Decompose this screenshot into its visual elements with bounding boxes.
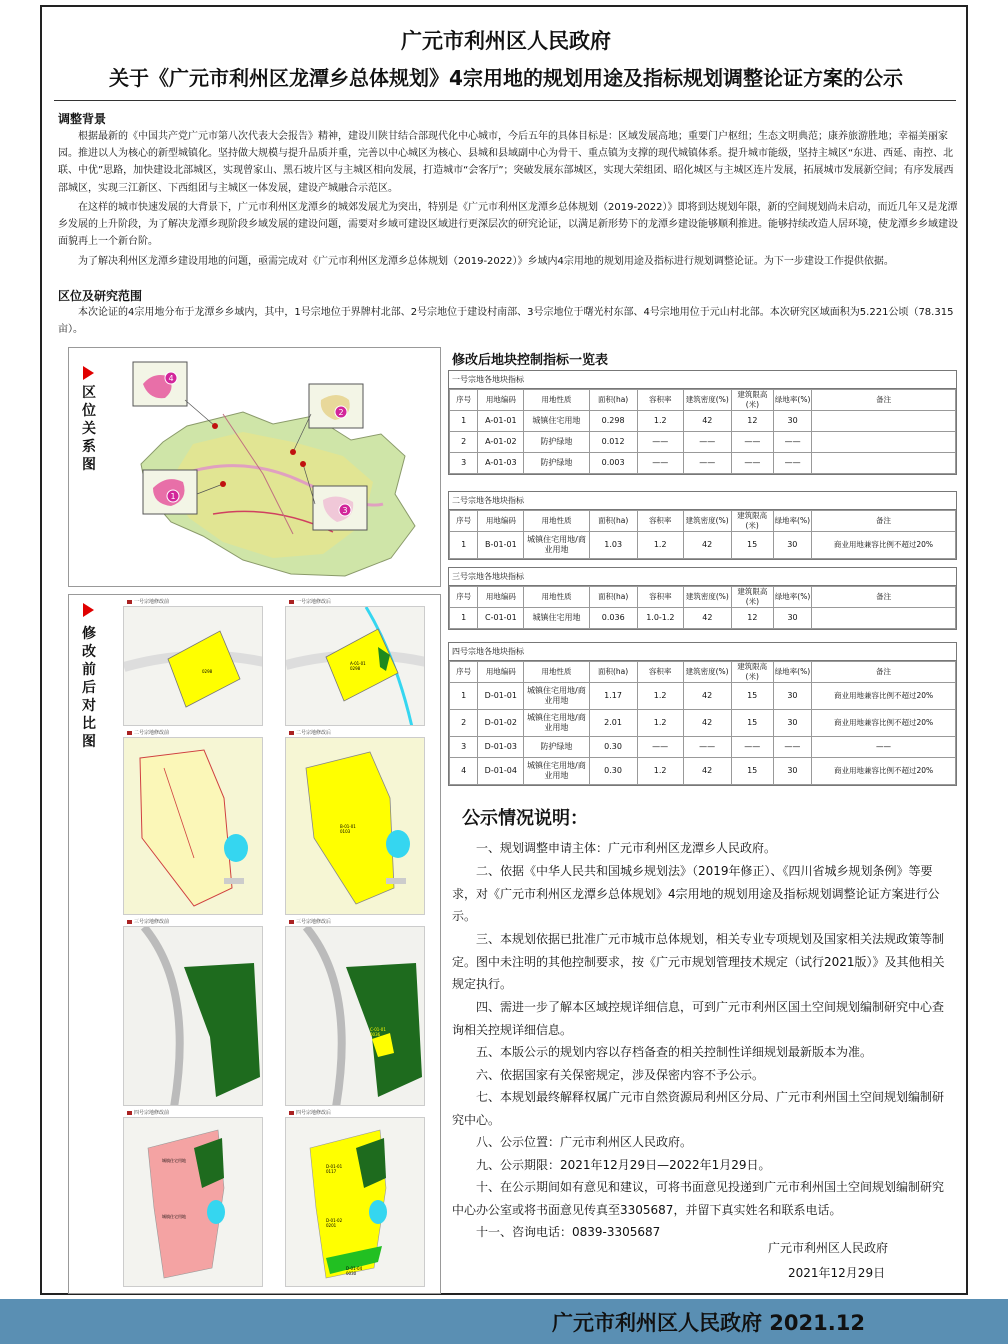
table-header-cell: 序号 [450,511,478,532]
table-cell: D-01-03 [478,737,524,758]
table-cell: 1.2 [637,532,683,559]
table-cell: 商业用地兼容比例不超过20% [812,683,956,710]
map-caption-4-before: 四号宗地修改前 [127,1109,169,1116]
notice-title: 公示情况说明： [462,808,588,829]
table-header-cell: 用地编码 [478,390,524,411]
table-header-cell: 用地编码 [478,662,524,683]
table-header-cell: 建筑限高(米) [731,511,773,532]
table-group-2 [448,491,957,560]
plot-marker-4 [165,372,177,384]
signature-org: 广元市利州区人民政府 [768,1241,889,1255]
svg-text:D-01-040030: D-01-04 0030 [346,1266,363,1276]
map-caption-4-after: 四号宗地修改后 [289,1109,331,1116]
svg-text:1: 1 [170,492,176,501]
table-cell: 15 [731,532,773,559]
table-header-cell: 面积(ha) [589,390,637,411]
indicator-table-1 [449,389,956,474]
table-cell: 30 [773,683,811,710]
notice-board [40,5,968,1295]
table-header-cell: 建筑限高(米) [731,662,773,683]
table-header-cell: 容积率 [637,511,683,532]
table-cell: 0.298 [589,411,637,432]
table-header-cell: 序号 [450,390,478,411]
table-header-cell: 面积(ha) [589,587,637,608]
map-caption-1-before: 一号宗地修改前 [127,598,169,605]
table-header-cell: 绿地率(%) [773,587,811,608]
title-divider [54,100,956,101]
table-header-cell: 容积率 [637,587,683,608]
table-group-1 [448,370,957,475]
table-header-row [450,587,956,608]
table-cell: 30 [773,411,811,432]
table-row [450,532,956,559]
location-map-label-char: 位 [82,403,96,419]
table-cell: —— [731,453,773,474]
table-row [450,737,956,758]
table-header-row [450,662,956,683]
table-group-4 [448,642,957,786]
table-group-name: 三号宗地各地块指标 [449,568,956,586]
footer-bar [0,1299,1008,1344]
table-cell: 1.0-1.2 [637,608,683,629]
table-cell: —— [637,737,683,758]
location-map-panel [68,347,441,587]
comparison-label [81,625,97,751]
comparison-panel [68,594,441,1294]
table-cell: 城镇住宅用地/商业用地 [524,758,589,785]
svg-text:C-01-010036: C-01-01 0036 [370,1027,386,1037]
table-cell: —— [773,453,811,474]
table-group-3 [448,567,957,630]
map-caption-2-before: 二号宗地修改前 [127,729,169,736]
table-cell: A-01-01 [478,411,524,432]
table-cell: C-01-01 [478,608,524,629]
plot-marker-2 [335,406,347,418]
table-header-cell: 用地编码 [478,511,524,532]
comparison-label-char: 前 [82,662,96,678]
table-row [450,758,956,785]
table-cell: 0.003 [589,453,637,474]
plot-3-after-map [285,926,425,1106]
table-cell [812,453,956,474]
table-header-cell: 用地性质 [524,390,589,411]
table-cell: —— [637,453,683,474]
location-map [123,354,439,584]
table-row [450,411,956,432]
table-header-row [450,511,956,532]
table-cell: 12 [731,411,773,432]
red-arrow-icon [83,603,94,617]
notice-item-4: 四、需进一步了解本区域控规详细信息，可到广元市利州区国土空间规划编制研究中心查询相关控规详细信息。 [452,1000,945,1037]
map-caption-1-after: 一号宗地修改后 [289,598,331,605]
table-cell: 3 [450,453,478,474]
table-group-name: 四号宗地各地块指标 [449,643,956,661]
table-cell: A-01-03 [478,453,524,474]
comparison-label-char: 改 [82,644,96,660]
table-cell: —— [683,737,731,758]
table-header-cell: 建筑限高(米) [731,587,773,608]
table-cell: 42 [683,608,731,629]
notice-item-9: 九、公示期限：2021年12月29日—2022年1月29日。 [476,1158,771,1172]
table-cell: 1 [450,608,478,629]
table-cell: A-01-02 [478,432,524,453]
location-map-label [81,384,97,474]
table-cell: 30 [773,710,811,737]
table-header-cell: 用地性质 [524,662,589,683]
map-caption-3-before: 三号宗地修改前 [127,918,169,925]
table-header-cell: 备注 [812,662,956,683]
background-heading: 调整背景 [58,112,107,126]
table-cell: —— [683,453,731,474]
table-group-name: 二号宗地各地块指标 [449,492,956,510]
table-row [450,432,956,453]
table-cell: 42 [683,532,731,559]
table-cell: 30 [773,532,811,559]
table-cell: 商业用地兼容比例不超过20% [812,710,956,737]
plot-2-before-map [123,737,263,915]
table-cell: 城镇住宅用地/商业用地 [524,710,589,737]
table-cell: —— [812,737,956,758]
svg-text:A-01-010298: A-01-01 0298 [350,661,366,671]
svg-text:D-01-020201: D-01-02 0201 [326,1218,343,1228]
table-cell: 防护绿地 [524,432,589,453]
table-cell: 2 [450,710,478,737]
plot-1-after-map [285,606,425,726]
notice-item-5: 五、本版公示的规划内容以存档备查的相关控制性详细规划最新版本为准。 [476,1045,873,1059]
table-row [450,710,956,737]
table-header-cell: 序号 [450,662,478,683]
table-cell: 防护绿地 [524,737,589,758]
table-header-row [450,390,956,411]
table-cell: 30 [773,608,811,629]
table-cell: 0.036 [589,608,637,629]
map-caption-3-after: 三号宗地修改后 [289,918,331,925]
table-cell: 42 [683,710,731,737]
table-cell: 2.01 [589,710,637,737]
notice-item-10: 十、在公示期间如有意见和建议，可将书面意见投递到广元市利州国土空间规划编制研究中心办公室或将书面意见传真至3305687，并留下真实姓名和联系电话。 [452,1180,945,1217]
table-cell: —— [731,737,773,758]
table-cell: 商业用地兼容比例不超过20% [812,758,956,785]
table-header-cell: 备注 [811,511,955,532]
table-cell: 1.2 [637,411,683,432]
table-header-cell: 面积(ha) [589,662,637,683]
table-cell: 1.2 [637,710,683,737]
indicator-table-4 [449,661,956,785]
location-map-label-char: 关 [82,421,96,437]
table-cell: 42 [683,411,731,432]
comparison-label-char: 比 [82,716,96,732]
table-cell: 15 [731,758,773,785]
table-header-cell: 建筑密度(%) [683,587,731,608]
org-title: 广元市利州区人民政府 [401,29,611,53]
location-map-label-char: 系 [82,439,96,455]
location-map-label-char: 图 [82,457,96,473]
table-cell: 城镇住宅用地/商业用地 [524,683,589,710]
background-paragraph-2: 在这样的城市快速发展的大背景下，广元市利州区龙潭乡的城郊发展尤为突出，特别是《广元市利州区龙潭乡总体规划（2019-2022）》即将到达规划年限，新的空间规划尚未启动，而近几年又是龙潭乡发展的上升阶段，为了解决龙潭乡现阶段乡域发展的建设问题，需要对乡域可建设区域进行更深层次的研究论证，以满足新形势下的龙潭乡建设能够顺利推进。能够持续改造人居环境，使龙潭乡乡域建设面貌再上一个新台阶。 [58,202,958,248]
table-cell: 1.03 [589,532,637,559]
table-cell [812,608,956,629]
footer-text: 广元市利州区人民政府 2021.12 [552,1311,865,1335]
table-cell: D-01-02 [478,710,524,737]
table-cell: 城镇住宅用地 [524,411,589,432]
table-cell: —— [637,432,683,453]
svg-text:城镇住宅用地: 城镇住宅用地 [162,1214,186,1219]
table-cell: 42 [683,683,731,710]
notice-item-1: 一、规划调整申请主体：广元市利州区龙潭乡人民政府。 [476,841,777,855]
table-header-cell: 用地编码 [478,587,524,608]
table-cell: 防护绿地 [524,453,589,474]
comparison-label-char: 修 [82,626,96,642]
table-header-cell: 容积率 [637,662,683,683]
table-cell: 1.17 [589,683,637,710]
indicator-table-3 [449,586,956,629]
table-cell: 1 [450,411,478,432]
table-header-cell: 面积(ha) [589,511,637,532]
table-cell: 城镇住宅用地/商业用地 [524,532,589,559]
notice-item-8: 八、公示位置：广元市利州区人民政府。 [476,1135,693,1149]
table-cell: 0.012 [589,432,637,453]
plot-4-after-map [285,1117,425,1287]
notice-item-11: 十一、咨询电话：0839-3305687 [476,1225,661,1239]
table-cell: 15 [731,683,773,710]
plot-3-before-map [123,926,263,1106]
indicator-table-2 [449,510,956,559]
table-cell: 1.2 [637,758,683,785]
table-header-cell: 序号 [450,587,478,608]
comparison-label-char: 后 [82,680,96,696]
table-cell: 0.30 [589,737,637,758]
notice-item-3: 三、本规划依据已批准广元市城市总体规划，相关专业专项规划及国家相关法规政策等制定。图中未注明的其他控制要求，按《广元市规划管理技术规定（试行2021版）》及其他相关规定执行。 [452,932,945,992]
table-cell: 42 [683,758,731,785]
notice-item-6: 六、依据国家有关保密规定，涉及保密内容不予公示。 [476,1068,765,1082]
table-header-cell: 容积率 [637,390,683,411]
plot-marker-1 [167,490,179,502]
table-row [450,608,956,629]
table-cell [812,432,956,453]
location-map-label-char: 区 [82,385,96,401]
svg-text:0298: 0298 [202,669,213,674]
notice-item-2: 二、依据《中华人民共和国城乡规划法》（2019年修正）、《四川省城乡规划条例》等要求，对《广元市利州区龙潭乡总体规划》4宗用地的规划用途及指标规划调整论证方案进行公示。 [452,864,940,924]
svg-text:4: 4 [168,374,174,383]
table-cell: 城镇住宅用地 [524,608,589,629]
document-title: 关于《广元市利州区龙潭乡总体规划》4宗用地的规划用途及指标规划调整论证方案的公示 [109,66,903,90]
table-cell: 2 [450,432,478,453]
signature-date: 2021年12月29日 [788,1266,886,1280]
table-header-cell: 绿地率(%) [773,390,811,411]
table-cell: 1 [450,532,478,559]
table-cell: —— [683,432,731,453]
table-group-name: 一号宗地各地块指标 [449,371,956,389]
table-header-cell: 用地性质 [524,587,589,608]
table-header-cell: 建筑密度(%) [683,390,731,411]
location-paragraph: 本次论证的4宗用地分布于龙潭乡乡域内，其中，1号宗地位于界牌村北部、2号宗地位于建设村南部、3号宗地位于曙光村东部、4号宗地用位于元山村北部。本次研究区域面积为5.221公顷（78.315亩）。 [58,307,954,336]
plot-4-before-map [123,1117,263,1287]
table-cell: 30 [773,758,811,785]
table-cell: —— [773,432,811,453]
table-cell: 15 [731,710,773,737]
comparison-label-char: 图 [82,734,96,750]
table-cell: B-01-01 [478,532,524,559]
table-cell: —— [731,432,773,453]
table-header-cell: 备注 [812,587,956,608]
table-row [450,683,956,710]
table-cell: 0.30 [589,758,637,785]
table-header-cell: 绿地率(%) [773,662,811,683]
background-paragraph-3: 为了解决利州区龙潭乡建设用地的问题，亟需完成对《广元市利州区龙潭乡总体规划（2019-2022）》乡域内4宗用地的规划用途及指标进行规划调整论证。为下一步建设工作提供依据。 [78,256,894,267]
notice-item-7: 七、本规划最终解释权属广元市自然资源局利州区分局、广元市利州国土空间规划编制研究中心。 [452,1090,945,1127]
tables-title: 修改后地块控制指标一览表 [452,353,609,368]
table-cell: D-01-01 [478,683,524,710]
table-cell: 4 [450,758,478,785]
plot-marker-3 [339,504,351,516]
table-cell: 3 [450,737,478,758]
table-header-cell: 绿地率(%) [773,511,811,532]
svg-text:B-01-010103: B-01-01 0103 [340,824,356,834]
plot-1-before-map [123,606,263,726]
table-cell: 1.2 [637,683,683,710]
table-header-cell: 建筑密度(%) [683,511,731,532]
table-cell [812,411,956,432]
table-header-cell: 备注 [812,390,956,411]
table-row [450,453,956,474]
table-cell: 商业用地兼容比例不超过20% [811,532,955,559]
svg-text:D-01-010117: D-01-01 0117 [326,1164,343,1174]
red-arrow-icon [83,366,94,380]
plot-2-after-map [285,737,425,915]
svg-text:3: 3 [342,506,348,515]
table-header-cell: 建筑密度(%) [683,662,731,683]
background-paragraph-1: 根据最新的《中国共产党广元市第八次代表大会报告》精神，建设川陕甘结合部现代化中心城市，今后五年的具体目标是：区域发展高地；重要门户枢纽；生态文明典范；康养旅游胜地；幸福美丽家园。推进以人为核心的新型城镇化。坚持做大规模与提升品质并重，完善以中心城区为核心、县城和县域副中心为骨干、重点镇为支撑的现代城镇体系。提升城市能级，坚持主城区“东进、西延、南控、北联、中优”思路，加快建设北部城区，实现曾家山、黑石坡片区与主城区相向发展，打造城市“会客厅”；突破发展东部城区，实现大荣组团、昭化城区与主城区连片发展，拓展城市发展新空间；有序发展西部城区，实现三江新区、下西组团与主城区一体发展，建设产城融合示范区。 [58,131,954,194]
table-cell: D-01-04 [478,758,524,785]
comparison-label-char: 对 [82,698,96,714]
table-header-cell: 建筑限高(米) [731,390,773,411]
table-cell: 12 [731,608,773,629]
svg-text:城镇住宅用地: 城镇住宅用地 [162,1158,186,1163]
table-cell: 1 [450,683,478,710]
svg-text:2: 2 [338,408,344,417]
table-cell: —— [773,737,811,758]
table-header-cell: 用地性质 [524,511,589,532]
location-heading: 区位及研究范围 [58,289,143,303]
map-caption-2-after: 二号宗地修改后 [289,729,331,736]
